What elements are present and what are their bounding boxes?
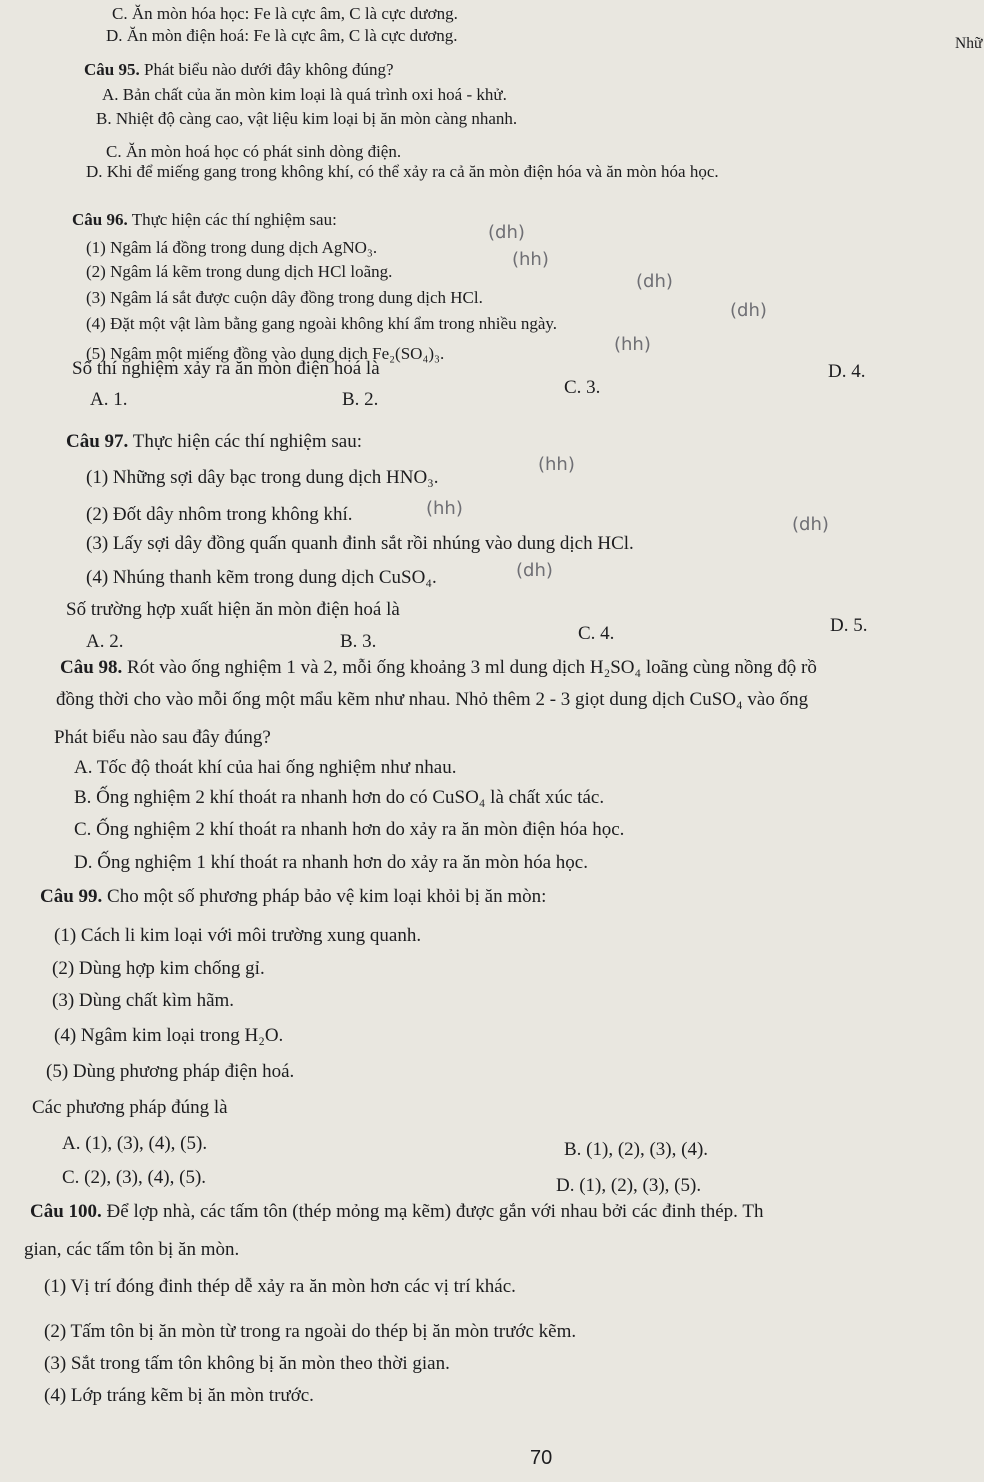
q96-note-4: (dh)	[730, 300, 767, 321]
q97-item-3: (3) Lấy sợi dây đồng quấn quanh đinh sắt rồi nhúng vào dung dịch HCl.	[86, 533, 634, 554]
q100-line-1-text: Để lợp nhà, các tấm tôn (thép mỏng mạ kẽm) được gắn với nhau bởi các đinh thép. Th	[106, 1201, 764, 1222]
q99-question	[40, 885, 546, 909]
q97-note-4: (dh)	[516, 560, 553, 581]
q100-item-4: (4) Lớp tráng kẽm bị ăn mòn trước.	[44, 1385, 314, 1406]
q96-item-4: (4) Đặt một vật làm bằng gang ngoài không khí ẩm trong nhiều ngày.	[86, 314, 558, 333]
q96-item-1: (1) Ngâm lá đồng trong dung dịch AgNO₃.	[86, 238, 378, 257]
q99-item-5: (5) Dùng phương pháp điện hoá.	[46, 1061, 295, 1082]
q97-option-a: A. 2.	[86, 631, 124, 652]
q99-item-3: (3) Dùng chất kìm hãm.	[52, 990, 235, 1011]
page-number: 70	[530, 1447, 553, 1469]
q100-item-1: (1) Vị trí đóng đinh thép dễ xảy ra ăn mòn hơn các vị trí khác.	[44, 1276, 516, 1297]
q96-label: Câu 96.	[72, 210, 128, 229]
q97-note-2: (hh)	[426, 498, 463, 519]
q96-item-2: (2) Ngâm lá kẽm trong dung dịch HCl loãng.	[86, 262, 393, 281]
q96-item-5: (5) Ngâm một miếng đồng vào dung dịch Fe₂(SO₄)₃.	[86, 344, 445, 363]
q97-prompt: Số trường hợp xuất hiện ăn mòn điện hoá là	[66, 599, 400, 620]
q96-item-3: (3) Ngâm lá sắt được cuộn dây đồng trong dung dịch HCl.	[86, 288, 483, 307]
q98-question-line-2: đồng thời cho vào mỗi ống một mẩu kẽm như nhau. Nhỏ thêm 2 - 3 giọt dung dịch CuSO₄ vào ống	[56, 689, 809, 710]
q95-stem: Phát biểu nào dưới đây không đúng?	[143, 60, 394, 79]
q96-note-5: (hh)	[614, 334, 651, 355]
q100-label: Câu 100.	[30, 1201, 102, 1222]
q96-option-a: A. 1.	[90, 389, 128, 410]
q95-option-d: D. Khi để miếng gang trong không khí, có thể xảy ra cả ăn mòn điện hóa và ăn mòn hóa học.	[86, 162, 719, 181]
q96-note-3: (dh)	[636, 271, 673, 292]
q97-option-c: C. 4.	[578, 623, 615, 644]
q96-question	[72, 208, 337, 232]
q99-item-4: (4) Ngâm kim loại trong H₂O.	[54, 1025, 284, 1046]
q98-option-a: A. Tốc độ thoát khí của hai ống nghiệm như nhau.	[74, 757, 457, 778]
q96-option-d: D. 4.	[828, 361, 866, 382]
q99-item-2: (2) Dùng hợp kim chống gỉ.	[52, 958, 265, 979]
q95-option-b: B. Nhiệt độ càng cao, vật liệu kim loại bị ăn mòn càng nhanh.	[96, 109, 518, 128]
q100-item-3: (3) Sắt trong tấm tôn không bị ăn mòn theo thời gian.	[44, 1353, 450, 1374]
q94-option-d: D. Ăn mòn điện hoá: Fe là cực âm, C là cực dương.	[106, 26, 458, 45]
q96-note-2: (hh)	[512, 249, 549, 270]
q96-option-c: C. 3.	[564, 377, 601, 398]
q95-option-c: C. Ăn mòn hoá học có phát sinh dòng điện.	[106, 142, 402, 161]
q98-question-line-1	[60, 656, 817, 680]
q97-label: Câu 97.	[66, 431, 129, 452]
q98-line-1-text: Rót vào ống nghiệm 1 và 2, mỗi ống khoảng 3 ml dung dịch H₂SO₄ loãng cùng nồng độ rồ	[127, 657, 817, 678]
q98-prompt: Phát biểu nào sau đây đúng?	[54, 727, 271, 748]
q99-option-b: B. (1), (2), (3), (4).	[564, 1139, 709, 1160]
q96-note-1: (dh)	[488, 222, 525, 243]
q94-option-c: C. Ăn mòn hóa học: Fe là cực âm, C là cực dương.	[112, 4, 458, 23]
q95-question	[84, 58, 394, 82]
q100-question-line-1	[30, 1200, 763, 1224]
q97-question	[66, 430, 362, 454]
q97-note-1: (hh)	[538, 454, 575, 475]
q95-label: Câu 95.	[84, 60, 140, 79]
margin-text: Nhữ	[955, 35, 983, 52]
q99-stem: Cho một số phương pháp bảo vệ kim loại khỏi bị ăn mòn:	[107, 886, 547, 907]
q98-option-d: D. Ống nghiệm 1 khí thoát ra nhanh hơn do xảy ra ăn mòn hóa học.	[74, 852, 588, 873]
q97-item-1: (1) Những sợi dây bạc trong dung dịch HNO₃.	[86, 467, 439, 488]
q99-label: Câu 99.	[40, 886, 103, 907]
q97-stem: Thực hiện các thí nghiệm sau:	[132, 431, 362, 452]
q95-option-a: A. Bản chất của ăn mòn kim loại là quá trình oxi hoá - khử.	[102, 85, 507, 104]
q96-stem: Thực hiện các thí nghiệm sau:	[131, 210, 337, 229]
q99-option-a: A. (1), (3), (4), (5).	[62, 1133, 208, 1154]
q100-item-2: (2) Tấm tôn bị ăn mòn từ trong ra ngoài do thép bị ăn mòn trước kẽm.	[44, 1321, 577, 1342]
q99-option-d: D. (1), (2), (3), (5).	[556, 1175, 702, 1196]
q97-option-d: D. 5.	[830, 615, 868, 636]
q99-option-c: C. (2), (3), (4), (5).	[62, 1167, 207, 1188]
q97-note-3: (dh)	[792, 514, 829, 535]
q98-option-b: B. Ống nghiệm 2 khí thoát ra nhanh hơn do có CuSO₄ là chất xúc tác.	[74, 787, 605, 808]
q97-item-2: (2) Đốt dây nhôm trong không khí.	[86, 504, 353, 525]
q100-question-line-2: gian, các tấm tôn bị ăn mòn.	[24, 1239, 240, 1260]
q99-prompt: Các phương pháp đúng là	[32, 1097, 228, 1118]
q96-option-b: B. 2.	[342, 389, 379, 410]
q96-prompt: Số thí nghiệm xảy ra ăn mòn điện hoá là	[72, 358, 380, 379]
q98-label: Câu 98.	[60, 657, 123, 678]
q97-item-4: (4) Nhúng thanh kẽm trong dung dịch CuSO₄.	[86, 567, 437, 588]
q99-item-1: (1) Cách li kim loại với môi trường xung quanh.	[54, 925, 422, 946]
q98-option-c: C. Ống nghiệm 2 khí thoát ra nhanh hơn do xảy ra ăn mòn điện hóa học.	[74, 819, 625, 840]
q97-option-b: B. 3.	[340, 631, 377, 652]
